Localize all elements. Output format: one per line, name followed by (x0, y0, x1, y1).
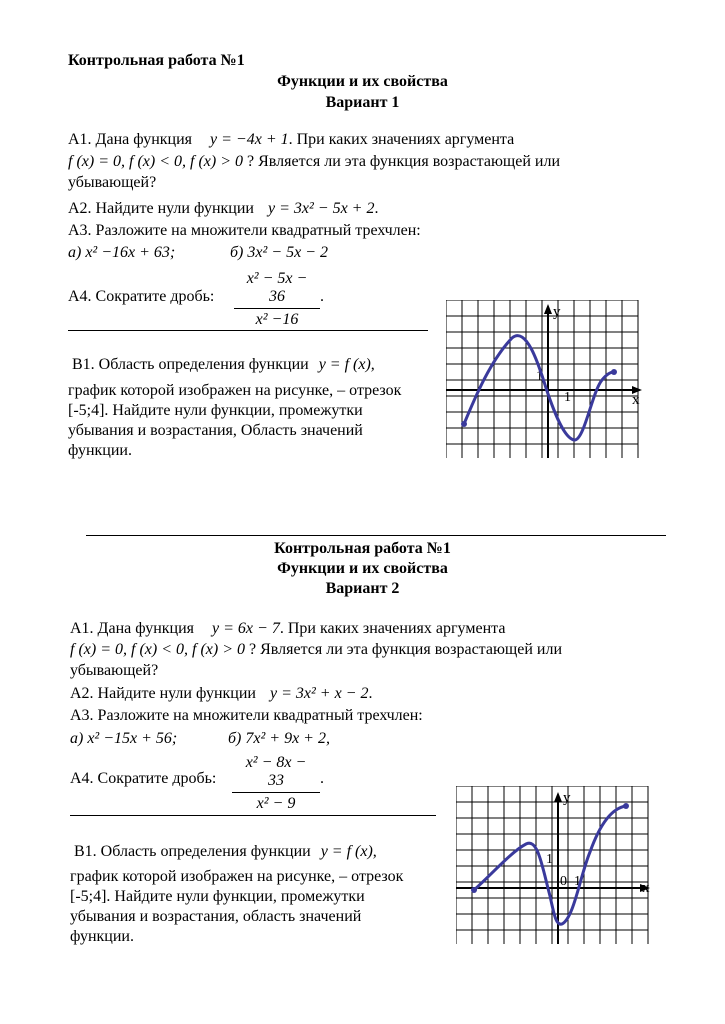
v2-x-label: x (642, 880, 650, 896)
v1-b1-prefix: В1. Область определения функции (72, 356, 309, 373)
v2-b1-formula: y = f (x), (320, 843, 377, 860)
v1-y-label: y (553, 304, 561, 320)
v1-b1-line3: [-5;4]. Найдите нули функции, промежутки (68, 402, 363, 419)
v1-curve-end-point (611, 369, 617, 375)
v1-a2: А2. Найдите нули функции y = 3x² − 5x + 2. (68, 200, 379, 217)
v1-a1-conds: f (x) = 0, f (x) < 0, f (x) > 0 (68, 153, 243, 170)
v1-b1-line4: убывания и возрастания, Область значений (68, 422, 363, 439)
v2-zero-label: 0 (560, 874, 567, 889)
v1-a4-period: . (320, 288, 324, 305)
v1-a1-line2 (68, 153, 560, 171)
v1-a4-numerator: x² − 5x − 36 (246, 270, 308, 305)
v2-a1-line2 (70, 641, 562, 659)
v2-b1-line2: график которой изображен на рисунке, – отрезок (70, 868, 404, 885)
v2-a2: А2. Найдите нули функции y = 3x² + x − 2. (70, 685, 373, 702)
v1-x-label: x (632, 392, 640, 408)
v1-a4-denominator: x² −16 (255, 311, 299, 328)
v1-y-arrow (544, 304, 552, 314)
v2-a1-line3: убывающей? (70, 662, 159, 679)
v2-a1-prefix: А1. Дана функция (70, 620, 195, 637)
v1-variant: Вариант 1 (325, 94, 400, 111)
v1-a4-fraction (234, 270, 320, 329)
v1-a2-prefix: А2. Найдите нули функции (68, 200, 254, 217)
v2-a2-formula: y = 3x² + x − 2 (269, 685, 369, 702)
v2-a4-numerator: x² − 8x − 33 (245, 754, 307, 789)
v2-header: Контрольная работа №1 (274, 540, 451, 557)
v1-curve-start-point (461, 421, 467, 427)
v2-curve-end-point (623, 803, 629, 809)
v2-y-label: y (563, 790, 571, 806)
v2-curve-start-point (471, 887, 477, 893)
v1-a2-formula: y = 3x² − 5x + 2 (267, 200, 375, 217)
v1-a1-prefix: А1. Дана функция (68, 131, 193, 148)
v1-tick-label-y1: 1 (536, 369, 543, 384)
v2-y-arrow (554, 792, 562, 802)
v1-a1-formula: y = −4x + 1 (210, 131, 289, 148)
v2-a3: А3. Разложите на множители квадратный трехчлен: (70, 707, 423, 724)
v2-a3-a: а) x² −15x + 56; (70, 730, 178, 747)
v1-a3: А3. Разложите на множители квадратный трехчлен: (68, 222, 421, 239)
v2-tick-label-x1: 1 (574, 874, 581, 889)
v2-a1-formula: y = 6x − 7 (212, 620, 280, 637)
v2-b1-prefix: В1. Область определения функции (74, 843, 311, 860)
v2-b1-line4: убывания и возрастания, область значений (70, 908, 362, 925)
v1-b1-formula: y = f (x), (318, 356, 375, 373)
v1-a1-suffix: . При каких значениях аргумента (288, 131, 515, 148)
v2-b1-line3: [-5;4]. Найдите нули функции, промежутки (70, 888, 365, 905)
v2-a4-prefix: А4. Сократите дробь: (70, 770, 217, 787)
v2-a1-suffix: . При каких значениях аргумента (279, 620, 506, 637)
v2-function-graph (456, 786, 668, 946)
v2-divider (70, 815, 436, 816)
v1-function-graph (446, 300, 656, 460)
v1-a4-prefix: А4. Сократите дробь: (68, 288, 215, 305)
v2-a1-question: ? Является ли эта функция возрастающей или (249, 641, 563, 658)
v1-a3-b: б) 3x² − 5x − 2 (230, 244, 328, 261)
v2-a1-conds: f (x) = 0, f (x) < 0, f (x) > 0 (70, 641, 245, 658)
variants-separator (86, 535, 666, 536)
v1-a1-line3: убывающей? (68, 174, 157, 191)
v1-function-curve (464, 336, 614, 440)
v1-a3-a: а) x² −16x + 63; (68, 244, 176, 261)
v1-b1-line1 (72, 356, 375, 374)
v1-a1-question: ? Является ли эта функция возрастающей или (247, 153, 561, 170)
v2-tick-label-y1: 1 (546, 852, 553, 867)
v2-b1-line1 (74, 843, 377, 861)
v2-a4-fraction (232, 754, 320, 813)
v1-a1-line1 (68, 131, 514, 149)
v1-subtitle: Функции и их свойства (277, 73, 448, 90)
v2-a4-period: . (320, 770, 324, 787)
v2-a3-b: б) 7x² + 9x + 2, (228, 730, 330, 747)
v2-subtitle: Функции и их свойства (277, 560, 448, 577)
v1-header: Контрольная работа №1 (68, 52, 245, 69)
v2-variant: Вариант 2 (325, 580, 400, 597)
v1-tick-label-x1: 1 (564, 390, 571, 405)
v2-b1-line5: функции. (70, 928, 134, 945)
v2-a1-line1 (70, 620, 505, 638)
v1-b1-line2: график которой изображен на рисунке, – отрезок (68, 382, 402, 399)
v1-divider (68, 330, 428, 331)
v2-a4-denominator: x² − 9 (256, 795, 296, 812)
v1-b1-line5: функции. (68, 442, 132, 459)
v2-a2-prefix: А2. Найдите нули функции (70, 685, 256, 702)
